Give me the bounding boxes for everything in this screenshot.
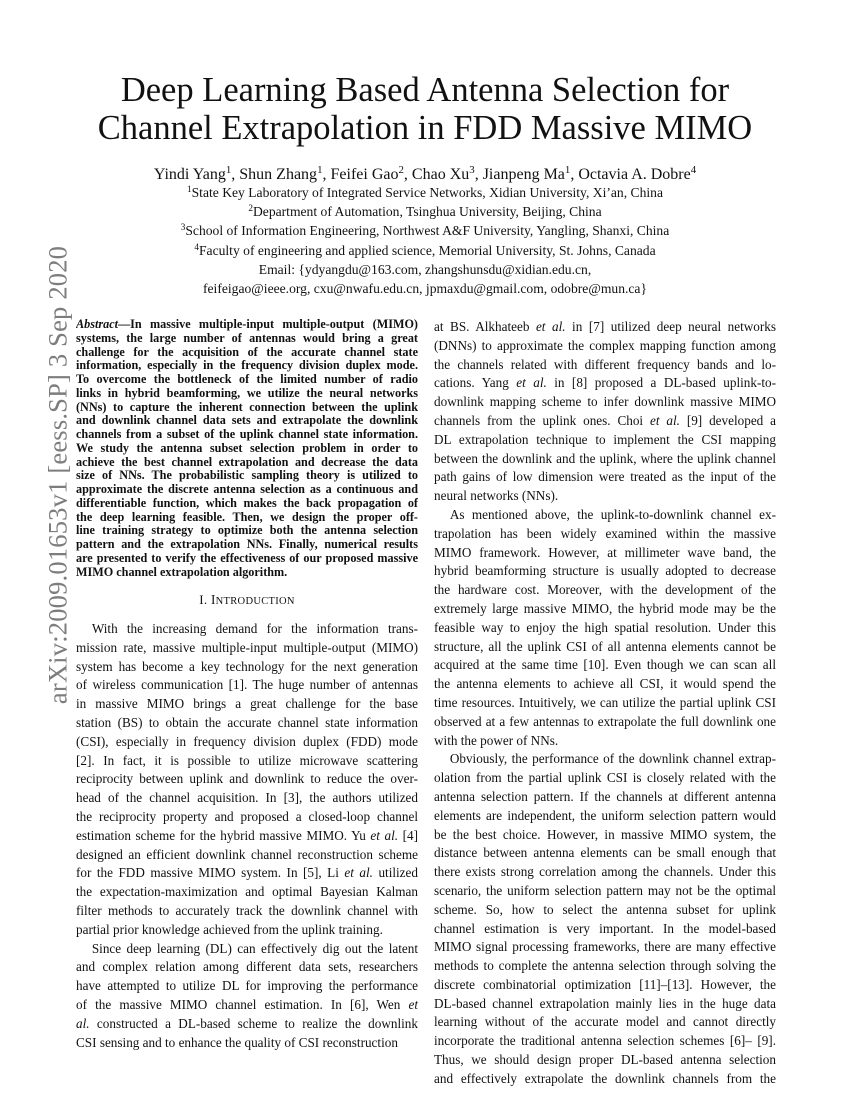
text-line: designed an efficient downlink channel reconstruction scheme: [76, 846, 418, 862]
text-line: estimation scheme for the hybrid massive MIMO. Yu et al. [4]: [76, 827, 418, 843]
text-line: scenario, the uniform selection pattern may not be the optimal: [434, 882, 776, 898]
paragraph: [434, 318, 776, 506]
text-line: structure, all the uplink CSI of all antenna elements cannot be: [434, 638, 776, 654]
text-line: extremely large massive MIMO, the hybrid mode may be the: [434, 600, 776, 616]
abstract-line: the deep learning feasible. Then, we design the proper off-: [76, 510, 418, 524]
author: Octavia A. Dobre$^4$: [578, 164, 697, 183]
text-line: hybrid beamforming structure is usually adopted to decrease: [434, 563, 776, 579]
left-column: [76, 318, 418, 1052]
text-line: the hardware cost. Moreover, with the development of the: [434, 582, 776, 598]
text-line: Thus, we should design proper DL-based antenna selection: [434, 1052, 776, 1068]
text-line: channel estimation is very important. In the model-based: [434, 920, 776, 936]
abstract-line: information, especially in the frequency division duplex mode.: [76, 359, 418, 373]
text-line: the expectation-maximization and optimal Bayesian Kalman: [76, 884, 418, 900]
text-line: Since deep learning (DL) can effectively dig out the latent: [91, 940, 418, 956]
text-line: trapolation has been widely examined within the massive: [434, 525, 776, 541]
text-line: distance between antenna elements can be small enough that: [434, 845, 776, 861]
text-line: (CSI), especially in frequency division duplex (FDD) mode: [76, 733, 418, 749]
text-line: be the best choice. However, in massive MIMO system, the: [434, 826, 776, 842]
author: Yindi Yang$^1$: [153, 164, 232, 183]
text-line: acquired at the same time [10]. Even though we can scan all: [434, 657, 776, 673]
author: Chao Xu$^3$: [411, 164, 475, 183]
text-line: the channels related with different frequency bands and lo-: [434, 356, 776, 372]
text-line: Obviously, the performance of the downlink channel extrap-: [449, 751, 776, 767]
abstract-line: systems, the large number of antennas would bring a great: [76, 331, 418, 345]
text-line: incorporate the traditional antenna selection schemes [6]– [9].: [434, 1033, 776, 1049]
abstract-line: size of NNs. The probabilistic sampling theory is utilized to: [76, 469, 418, 483]
text-line: [2]. In fact, it is possible to utilize microwave scattering: [76, 752, 418, 768]
email-line: Email: {ydyangdu@163.com, zhangshunsdu@xidian.edu.cn,: [258, 261, 592, 277]
abstract-line: (NNs) to capture the inherent connection between the uplink: [76, 400, 418, 414]
text-line: observed at a few antennas to extrapolate the full downlink one: [434, 713, 776, 729]
arxiv-identifier: arXiv:2009.01653v1 [eess.SP] 3 Sep 2020: [42, 245, 73, 705]
author: Feifei Gao$^2$: [330, 164, 404, 183]
text-line: With the increasing demand for the information trans-: [91, 621, 418, 637]
text-line: in massive MIMO brings a great challenge for the base: [76, 696, 418, 712]
text-line: there exists strong correlation among the channels. Under this: [434, 864, 776, 880]
title-line-2: Channel Extrapolation in FDD Massive MIMO: [97, 109, 753, 147]
text-line: methods to complete the antenna selection through solving the: [434, 958, 776, 974]
text-line: time resources. Intuitively, we can utilize the partial uplink CSI: [434, 694, 776, 710]
text-line: MIMO signal processing frameworks, there are many effective: [434, 939, 776, 955]
text-line: CSI sensing and to enhance the quality of CSI reconstruction: [76, 1034, 398, 1050]
paragraph: [434, 506, 776, 750]
abstract-line: and downlink channel data sets and extrapolate the downlink: [76, 414, 418, 428]
abstract-line: channels from a subset of the uplink channel state information.: [76, 428, 418, 441]
text-line: MIMO framework. However, at millimeter wave band, the: [434, 544, 776, 560]
email-line: feifeigao@ieee.org, cxu@nwafu.edu.cn, jpmaxdu@gmail.com, odobre@mun.ca}: [202, 281, 647, 297]
text-line: with the power of NNs.: [434, 732, 559, 748]
right-body-text: [434, 318, 776, 1089]
text-line: and complex relation among different data sets, researchers: [76, 959, 418, 975]
text-line: the antenna elements to achieve all CSI, it would spend the: [434, 676, 776, 692]
abstract-line: line training strategy to optimize both the antenna selection: [76, 524, 418, 538]
text-line: at BS. Alkhateeb et al. in [7] utilized deep neural networks: [434, 319, 776, 334]
text-line: the reciprocity property and proposed a closed-loop channel: [76, 809, 418, 825]
text-line: feasible way to enjoy the high spatial resolution. Under this: [434, 619, 776, 635]
text-line: mission rate, massive multiple-input multiple-output (MIMO): [76, 639, 418, 655]
text-line: DL-based channel extrapolation mainly lies in the huge data: [434, 995, 776, 1011]
abstract-line: differentiable function, which makes the back propagation of: [76, 496, 418, 510]
abstract-line: are presented to verify the effectiveness of our proposed massive: [76, 551, 418, 565]
text-line: learning without of the accurate model and cannot directly: [434, 1014, 776, 1030]
text-line: As mentioned above, the uplink-to-downlink channel ex-: [449, 506, 776, 522]
author: Shun Zhang$^1$: [239, 164, 323, 183]
text-line: DL extrapolation technique to implement the CSI mapping: [434, 431, 776, 447]
text-line: discrete combinatorial optimization [11]–[13]. However, the: [434, 976, 776, 992]
text-line: elements are independent, the uniform selection pattern would: [434, 807, 776, 823]
text-line: and effectively extrapolate the downlink channels from the: [434, 1070, 776, 1086]
text-line: al. constructed a DL-based scheme to realize the downlink: [76, 1015, 418, 1031]
author: Jianpeng Ma$^1$: [482, 164, 571, 183]
text-line: have attempted to utilize DL for improving the performance: [76, 978, 418, 994]
abstract-line: pattern and the extrapolation NNs. Finally, numerical results: [76, 538, 418, 551]
abstract-line: approximate the discrete antenna selection as a continuous and: [76, 483, 418, 496]
text-line: filter methods to accurately track the downlink channel with: [76, 903, 418, 918]
author-list: Yindi Yang$^1$, Shun Zhang$^1$, Feifei Gao$^2$, Chao Xu$^3$, Jianpeng Ma$^1$, Octavia A. Dobre$^4$: [153, 164, 697, 183]
title-line-1: Deep Learning Based Antenna Selection for: [120, 71, 730, 109]
text-line: reciprocity between uplink and downlink to reduce the over-: [76, 771, 418, 787]
abstract-line: We study the antenna subset selection problem in order to: [76, 441, 418, 455]
abstract-line: MIMO channel extrapolation algorithm.: [76, 565, 288, 579]
paper-title: [60, 71, 790, 147]
abstract-line: links in hybrid beamforming, we utilize the neural networks: [76, 386, 418, 400]
text-line: path gains of low dimension were treated as the input of the: [434, 469, 776, 485]
text-line: (DNNs) to approximate the complex mapping function among: [434, 337, 776, 353]
abstract-line: achieve the best channel extrapolation and decrease the data: [76, 455, 418, 469]
text-line: neural networks (NNs).: [434, 488, 559, 504]
affiliation: $^4$Faculty of engineering and applied science, Memorial University, St. Johns, Canada: [194, 241, 656, 258]
paragraph: [434, 750, 776, 1088]
text-line: between the downlink and the uplink, where the uplink channel: [434, 450, 776, 466]
text-line: of the massive MIMO channel estimation. In [6], Wen et: [76, 996, 418, 1012]
affiliation: $^1$State Key Laboratory of Integrated Service Networks, Xidian University, Xi’an, China: [187, 183, 663, 200]
abstract-line: challenge for the acquisition of the accurate channel state: [76, 345, 418, 359]
affiliation: $^3$School of Information Engineering, Northwest A&F University, Yangling, Shanxi, China: [180, 222, 670, 239]
abstract-line: To overcome the bottleneck of the limited number of radio: [76, 373, 418, 386]
abstract-line: Abstract—In massive multiple-input multiple-output (MIMO): [76, 318, 418, 331]
section-heading-introduction: I. INTRODUCTION: [199, 592, 295, 608]
abstract-label: Abstract: [76, 318, 118, 331]
left-body-text: [76, 620, 418, 1052]
text-line: channels from the uplink ones. Choi et al. [9] developed a: [434, 412, 776, 428]
text-line: station (BS) to obtain the accurate channel state information: [76, 715, 418, 731]
text-line: antenna selection pattern. If the channels at different antenna: [434, 788, 776, 804]
abstract: [76, 318, 418, 579]
affiliations: [60, 183, 790, 298]
text-line: cations. Yang et al. in [8] proposed a DL-based uplink-to-: [434, 375, 776, 391]
affiliation: $^2$Department of Automation, Tsinghua University, Beijing, China: [248, 203, 602, 220]
text-line: of wireless communication [1]. The huge number of antennas: [76, 677, 418, 693]
right-column: [434, 318, 776, 1089]
text-line: olation from the partial uplink CSI is closely related with the: [434, 770, 776, 786]
text-line: downlink mapping scheme to infer downlink massive MIMO: [434, 394, 776, 410]
text-line: for the FDD massive MIMO system. In [5], Li et al. utilized: [76, 865, 418, 881]
paragraph: [76, 620, 418, 940]
text-line: head of the channel acquisition. In [3], the authors utilized: [76, 790, 418, 806]
paragraph: [76, 940, 418, 1053]
text-line: partial prior knowledge achieved from the uplink training.: [76, 921, 383, 937]
text-line: scheme. So, how to select the antenna subset for uplink: [434, 901, 776, 917]
text-line: system has become a key technology for the next generation: [76, 658, 418, 674]
